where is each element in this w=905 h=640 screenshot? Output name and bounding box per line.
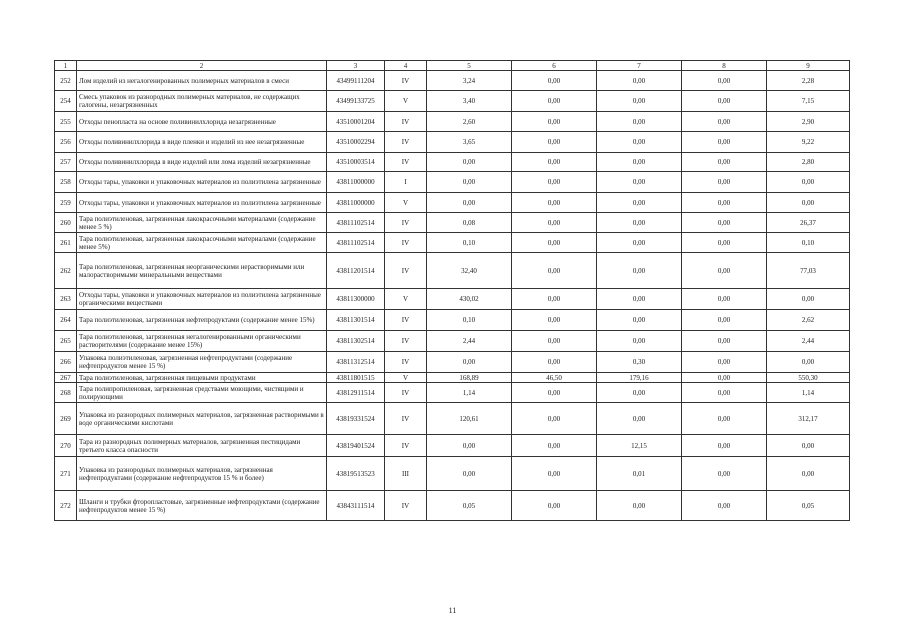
waste-name-cell: Тара полиэтиленовая, загрязненная лакокрасочными материалами (содержание менее 5%) <box>77 233 327 253</box>
row-number-cell: 262 <box>55 253 77 289</box>
value-cell-8: 0,00 <box>682 213 767 233</box>
value-cell-5: 0,00 <box>427 352 512 373</box>
value-cell-7: 0,00 <box>597 403 682 435</box>
row-number-cell: 254 <box>55 91 77 112</box>
value-cell-8: 0,00 <box>682 383 767 403</box>
value-cell-7: 0,00 <box>597 310 682 331</box>
column-header: 4 <box>385 61 427 71</box>
value-cell-9: 2,90 <box>767 112 850 132</box>
fkko-code-cell: 43843111514 <box>327 491 385 521</box>
value-cell-6: 0,00 <box>512 289 597 310</box>
hazard-class-cell: IV <box>385 383 427 403</box>
value-cell-9: 77,03 <box>767 253 850 289</box>
value-cell-8: 0,00 <box>682 172 767 193</box>
hazard-class-cell: IV <box>385 403 427 435</box>
row-number-cell: 252 <box>55 71 77 91</box>
waste-name-cell: Упаковка полиэтиленовая, загрязненная нефтепродуктами (содержание нефтепродуктов менее 15 %) <box>77 352 327 373</box>
waste-name-cell: Тара полиэтиленовая, загрязненная нефтепродуктами (содержание менее 15%) <box>77 310 327 331</box>
value-cell-8: 0,00 <box>682 310 767 331</box>
column-header: 2 <box>77 61 327 71</box>
fkko-code-cell: 43811102514 <box>327 233 385 253</box>
value-cell-8: 0,00 <box>682 132 767 153</box>
waste-name-cell: Смесь упаковок из разнородных полимерных материалов, не содержащих галогены, незагрязненных <box>77 91 327 112</box>
value-cell-7: 0,00 <box>597 193 682 213</box>
value-cell-8: 0,00 <box>682 373 767 383</box>
value-cell-9: 0,05 <box>767 491 850 521</box>
column-header: 5 <box>427 61 512 71</box>
value-cell-6: 0,00 <box>512 233 597 253</box>
hazard-class-cell: V <box>385 193 427 213</box>
value-cell-7: 0,30 <box>597 352 682 373</box>
fkko-code-cell: 43811300000 <box>327 289 385 310</box>
value-cell-8: 0,00 <box>682 153 767 172</box>
row-number-cell: 272 <box>55 491 77 521</box>
row-number-cell: 259 <box>55 193 77 213</box>
value-cell-7: 0,00 <box>597 91 682 112</box>
value-cell-8: 0,00 <box>682 435 767 457</box>
table-row <box>55 253 850 289</box>
value-cell-6: 0,00 <box>512 71 597 91</box>
row-number-cell: 264 <box>55 310 77 331</box>
hazard-class-cell: I <box>385 172 427 193</box>
value-cell-9: 2,44 <box>767 331 850 352</box>
fkko-code-cell: 43811302514 <box>327 331 385 352</box>
value-cell-7: 0,01 <box>597 457 682 491</box>
hazard-class-cell: IV <box>385 331 427 352</box>
row-number-cell: 270 <box>55 435 77 457</box>
value-cell-7: 0,00 <box>597 491 682 521</box>
value-cell-5: 0,05 <box>427 491 512 521</box>
value-cell-5: 32,40 <box>427 253 512 289</box>
row-number-cell: 260 <box>55 213 77 233</box>
table-row <box>55 289 850 310</box>
row-number-cell: 255 <box>55 112 77 132</box>
value-cell-8: 0,00 <box>682 112 767 132</box>
hazard-class-cell: IV <box>385 153 427 172</box>
hazard-class-cell: IV <box>385 310 427 331</box>
table-row <box>55 352 850 373</box>
fkko-code-cell: 43811000000 <box>327 193 385 213</box>
hazard-class-cell: V <box>385 289 427 310</box>
table-body <box>55 71 850 521</box>
value-cell-7: 179,16 <box>597 373 682 383</box>
table-row <box>55 91 850 112</box>
value-cell-5: 0,10 <box>427 310 512 331</box>
fkko-code-cell: 43811102514 <box>327 213 385 233</box>
value-cell-5: 430,02 <box>427 289 512 310</box>
hazard-class-cell: V <box>385 373 427 383</box>
table-row <box>55 403 850 435</box>
waste-name-cell: Тара полиэтиленовая, загрязненная неорганическими нерастворимыми или малорастворимыми минеральными веществами <box>77 253 327 289</box>
value-cell-7: 0,00 <box>597 289 682 310</box>
value-cell-8: 0,00 <box>682 491 767 521</box>
table-row <box>55 383 850 403</box>
column-header: 3 <box>327 61 385 71</box>
value-cell-9: 1,14 <box>767 383 850 403</box>
row-number-cell: 266 <box>55 352 77 373</box>
value-cell-5: 3,24 <box>427 71 512 91</box>
value-cell-6: 0,00 <box>512 383 597 403</box>
value-cell-5: 168,89 <box>427 373 512 383</box>
value-cell-9: 0,00 <box>767 193 850 213</box>
value-cell-5: 0,00 <box>427 153 512 172</box>
table-row <box>55 373 850 383</box>
waste-name-cell: Отходы поливинилхлорида в виде изделий или лома изделий незагрязненные <box>77 153 327 172</box>
fkko-code-cell: 43510003514 <box>327 153 385 172</box>
waste-name-cell: Лом изделий из негалогенированных полимерных материалов в смеси <box>77 71 327 91</box>
row-number-cell: 271 <box>55 457 77 491</box>
column-header: 8 <box>682 61 767 71</box>
fkko-code-cell: 43819401524 <box>327 435 385 457</box>
page-number: 11 <box>448 606 457 615</box>
column-header: 6 <box>512 61 597 71</box>
table-row <box>55 457 850 491</box>
hazard-class-cell: IV <box>385 132 427 153</box>
waste-name-cell: Тара полиэтиленовая, загрязненная негалогенированными органическими растворителями (содержание менее 15%) <box>77 331 327 352</box>
value-cell-9: 312,17 <box>767 403 850 435</box>
waste-name-cell: Отходы поливинилхлорида в виде пленки и изделий из нее незагрязненные <box>77 132 327 153</box>
value-cell-5: 0,00 <box>427 435 512 457</box>
value-cell-7: 0,00 <box>597 213 682 233</box>
fkko-code-cell: 43510002294 <box>327 132 385 153</box>
column-header: 7 <box>597 61 682 71</box>
row-number-cell: 258 <box>55 172 77 193</box>
fkko-code-cell: 43811201514 <box>327 253 385 289</box>
table-row <box>55 233 850 253</box>
value-cell-7: 0,00 <box>597 383 682 403</box>
hazard-class-cell: IV <box>385 253 427 289</box>
value-cell-7: 0,00 <box>597 153 682 172</box>
fkko-code-cell: 43811301514 <box>327 310 385 331</box>
value-cell-9: 26,37 <box>767 213 850 233</box>
value-cell-6: 0,00 <box>512 153 597 172</box>
hazard-class-cell: IV <box>385 352 427 373</box>
value-cell-5: 0,00 <box>427 193 512 213</box>
table-row <box>55 193 850 213</box>
table-row <box>55 132 850 153</box>
value-cell-9: 2,80 <box>767 153 850 172</box>
waste-name-cell: Отходы тары, упаковки и упаковочных материалов из полиэтилена загрязненные органическими веществами <box>77 289 327 310</box>
table-row <box>55 435 850 457</box>
row-number-cell: 265 <box>55 331 77 352</box>
value-cell-7: 0,00 <box>597 253 682 289</box>
value-cell-6: 0,00 <box>512 132 597 153</box>
value-cell-8: 0,00 <box>682 457 767 491</box>
value-cell-6: 0,00 <box>512 172 597 193</box>
value-cell-7: 0,00 <box>597 331 682 352</box>
value-cell-6: 0,00 <box>512 352 597 373</box>
header-row <box>55 61 850 71</box>
table-row <box>55 112 850 132</box>
waste-name-cell: Отходы тары, упаковки и упаковочных материалов из полиэтилена загрязненные <box>77 172 327 193</box>
fkko-code-cell: 43812911514 <box>327 383 385 403</box>
value-cell-9: 0,10 <box>767 233 850 253</box>
value-cell-5: 120,61 <box>427 403 512 435</box>
row-number-cell: 256 <box>55 132 77 153</box>
waste-name-cell: Шланги и трубки фторопластовые, загрязненные нефтепродуктами (содержание нефтепродуктов менее 15 %) <box>77 491 327 521</box>
hazard-class-cell: IV <box>385 112 427 132</box>
value-cell-8: 0,00 <box>682 193 767 213</box>
fkko-code-cell: 43510001204 <box>327 112 385 132</box>
value-cell-8: 0,00 <box>682 233 767 253</box>
hazard-class-cell: III <box>385 457 427 491</box>
value-cell-7: 0,00 <box>597 71 682 91</box>
value-cell-6: 0,00 <box>512 491 597 521</box>
value-cell-5: 3,40 <box>427 91 512 112</box>
row-number-cell: 257 <box>55 153 77 172</box>
row-number-cell: 261 <box>55 233 77 253</box>
hazard-class-cell: IV <box>385 491 427 521</box>
value-cell-6: 0,00 <box>512 193 597 213</box>
column-header: 9 <box>767 61 850 71</box>
value-cell-6: 46,50 <box>512 373 597 383</box>
value-cell-6: 0,00 <box>512 403 597 435</box>
hazard-class-cell: IV <box>385 435 427 457</box>
waste-name-cell: Тара полипропиленовая, загрязненная средствами моющими, чистящими и полирующими <box>77 383 327 403</box>
value-cell-5: 0,10 <box>427 233 512 253</box>
value-cell-9: 550,30 <box>767 373 850 383</box>
table-row <box>55 331 850 352</box>
value-cell-5: 0,08 <box>427 213 512 233</box>
value-cell-8: 0,00 <box>682 253 767 289</box>
value-cell-6: 0,00 <box>512 435 597 457</box>
value-cell-6: 0,00 <box>512 310 597 331</box>
fkko-code-cell: 43811801515 <box>327 373 385 383</box>
table-row <box>55 71 850 91</box>
value-cell-6: 0,00 <box>512 112 597 132</box>
value-cell-9: 0,00 <box>767 289 850 310</box>
value-cell-5: 0,00 <box>427 172 512 193</box>
value-cell-5: 3,65 <box>427 132 512 153</box>
waste-name-cell: Тара полиэтиленовая, загрязненная пищевыми продуктами <box>77 373 327 383</box>
value-cell-8: 0,00 <box>682 91 767 112</box>
value-cell-9: 7,15 <box>767 91 850 112</box>
value-cell-6: 0,00 <box>512 331 597 352</box>
value-cell-7: 0,00 <box>597 112 682 132</box>
waste-name-cell: Отходы тары, упаковки и упаковочных материалов из полиэтилена загрязненные <box>77 193 327 213</box>
waste-name-cell: Упаковка из разнородных полимерных материалов, загрязненная растворимыми в воде органическими кислотами <box>77 403 327 435</box>
fkko-code-cell: 43819331524 <box>327 403 385 435</box>
column-header: 1 <box>55 61 77 71</box>
value-cell-9: 0,00 <box>767 457 850 491</box>
table-row <box>55 213 850 233</box>
value-cell-5: 1,14 <box>427 383 512 403</box>
fkko-code-cell: 43499111204 <box>327 71 385 91</box>
row-number-cell: 267 <box>55 373 77 383</box>
table-row <box>55 172 850 193</box>
hazard-class-cell: IV <box>385 213 427 233</box>
hazard-class-cell: V <box>385 91 427 112</box>
value-cell-9: 9,22 <box>767 132 850 153</box>
value-cell-9: 0,00 <box>767 352 850 373</box>
row-number-cell: 269 <box>55 403 77 435</box>
fkko-code-cell: 43811000000 <box>327 172 385 193</box>
waste-name-cell: Тара из разнородных полимерных материалов, загрязненная пестицидами третьего класса опасности <box>77 435 327 457</box>
waste-name-cell: Упаковка из разнородных полимерных материалов, загрязненная нефтепродуктами (содержание нефтепродуктов 15 % и более) <box>77 457 327 491</box>
value-cell-6: 0,00 <box>512 457 597 491</box>
row-number-cell: 268 <box>55 383 77 403</box>
waste-table <box>54 60 850 521</box>
hazard-class-cell: IV <box>385 71 427 91</box>
value-cell-6: 0,00 <box>512 253 597 289</box>
value-cell-6: 0,00 <box>512 213 597 233</box>
value-cell-6: 0,00 <box>512 91 597 112</box>
fkko-code-cell: 43811312514 <box>327 352 385 373</box>
row-number-cell: 263 <box>55 289 77 310</box>
hazard-class-cell: IV <box>385 233 427 253</box>
value-cell-7: 0,00 <box>597 172 682 193</box>
value-cell-5: 2,60 <box>427 112 512 132</box>
waste-name-cell: Отходы пенопласта на основе поливинилхлорида незагрязненные <box>77 112 327 132</box>
value-cell-7: 0,00 <box>597 132 682 153</box>
fkko-code-cell: 43499133725 <box>327 91 385 112</box>
table-row <box>55 310 850 331</box>
value-cell-5: 2,44 <box>427 331 512 352</box>
value-cell-8: 0,00 <box>682 289 767 310</box>
value-cell-8: 0,00 <box>682 71 767 91</box>
value-cell-8: 0,00 <box>682 331 767 352</box>
value-cell-9: 2,28 <box>767 71 850 91</box>
value-cell-8: 0,00 <box>682 403 767 435</box>
table-row <box>55 491 850 521</box>
value-cell-7: 0,00 <box>597 233 682 253</box>
value-cell-9: 0,00 <box>767 172 850 193</box>
fkko-code-cell: 43819513523 <box>327 457 385 491</box>
value-cell-8: 0,00 <box>682 352 767 373</box>
value-cell-5: 0,00 <box>427 457 512 491</box>
waste-name-cell: Тара полиэтиленовая, загрязненная лакокрасочными материалами (содержание менее 5 %) <box>77 213 327 233</box>
value-cell-7: 12,15 <box>597 435 682 457</box>
table-row <box>55 153 850 172</box>
value-cell-9: 2,62 <box>767 310 850 331</box>
value-cell-9: 0,00 <box>767 435 850 457</box>
